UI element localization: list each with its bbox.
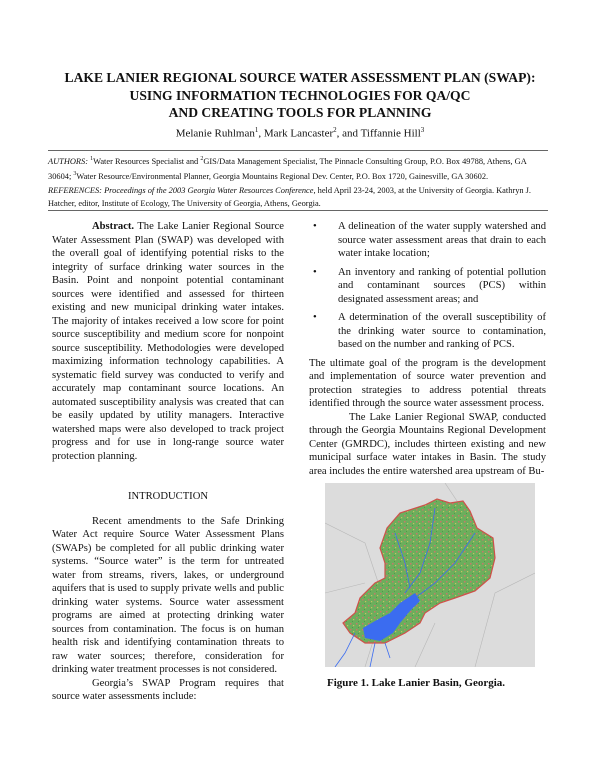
abstract: [52, 220, 284, 463]
authors-label: AUTHORS:: [48, 156, 89, 166]
author-sup: 1: [254, 126, 259, 134]
bullet-icon: •: [313, 266, 317, 278]
author-list: [0, 126, 600, 140]
author-sup: 2: [333, 126, 337, 134]
aff-sup: 3: [73, 171, 77, 178]
references-text: , held April 23-24, 2003, at the University of Georgia. Kathryn J. Hatcher, editor, Institute of Ecology, The University of Georgia, Athens, Georgia.: [48, 185, 532, 209]
bullet-icon: •: [313, 312, 317, 323]
body-paragraph: The Lake Lanier Regional SWAP, conducted through the Georgia Mountains Regional Development Center (GMRDC), includes thirteen existing and new municipal surface water intakes in Basin. The study area includes the entire watershed area upstream of Bu-: [309, 411, 546, 477]
aff-text: Water Resource/Environmental Planner, Georgia Mountains Regional Dev. Center, P.O. Box 1720, Gainesville, GA 30602.: [76, 172, 489, 182]
paper-title: [0, 69, 600, 122]
proceedings-title: Proceedings of the 2003 Georgia Water Resources Conference: [104, 185, 314, 195]
references-label: REFERENCES:: [48, 185, 102, 195]
author-name: Melanie Ruhlman: [175, 127, 255, 140]
aff-sup: 1: [90, 156, 94, 162]
title-line-2: USING INFORMATION TECHNOLOGIES FOR QA/QC: [129, 87, 471, 103]
right-column: [309, 220, 546, 478]
bottom-rule: [48, 210, 548, 211]
list-item: [309, 266, 546, 307]
title-line-3: AND CREATING TOOLS FOR PLANNING: [168, 105, 432, 120]
author-affiliations: [48, 153, 550, 211]
abstract-text: The Lake Lanier Regional Source Water Assessment Plan (SWAP) was developed with the overall goal of identifying potential risks to the integrity of surface drinking water sources in the Basin. Point and nonpoint potential contaminant sources were identified and assessed for thirteen existing and new municipal drinking water intakes. The majority of intakes received a low score for point source susceptibility and medium score for nonpoint source susceptibility. Methodologies were developed maximizing information technology capabilities. A systematic field survey was conducted to verify and accurately map contaminant source locations. An automated susceptibility analysis was created that can be easily updated by utility managers. Interactive watershed maps were also developed to track project progress and for use in long-range source water protection planning.: [52, 221, 284, 462]
body-paragraph: The ultimate goal of the program is the development and implementation of source water prevention and protection strategies to address potential threats identified through the source water assessment process.: [309, 357, 546, 409]
section-heading-introduction: INTRODUCTION: [127, 491, 209, 502]
left-column: [52, 220, 284, 704]
abstract-heading: Abstract.: [92, 221, 135, 232]
list-item-text: A determination of the overall susceptibility of the drinking water source to contamination, based on the number and ranking of PCS.: [338, 312, 546, 350]
title-line-1: LAKE LANIER REGIONAL SOURCE WATER ASSESSMENT PLAN (SWAP):: [64, 70, 536, 85]
intro-paragraph: Recent amendments to the Safe Drinking Water Act require Source Water Assessment Plans (SWAPs) be completed for all public drinking water systems. “Source water” is the term for untreated water from streams, rivers, lakes, or underground aquifers that is used to supply private wells and public drinking water systems. Source water assessment programs are aimed at protecting drinking water sources from contamination. The focus is on human health risk and identifying contamination threats to raw water sources; therefore, consideration for drinking water treatment processes is not considered.: [52, 515, 284, 675]
author-name: , Mark Lancaster: [258, 127, 334, 140]
bullet-icon: •: [313, 221, 317, 232]
list-item-text: A delineation of the water supply watershed and source water assessment areas that drain to each water intake location;: [338, 221, 546, 259]
aff-sup: 2: [200, 156, 204, 162]
author-sup: 3: [420, 126, 425, 134]
author-name: , and Tiffannie Hill: [336, 127, 421, 140]
intro-paragraph: Georgia’s SWAP Program requires that source water assessments include:: [52, 677, 284, 702]
list-item: [309, 220, 546, 261]
lake-lanier-basin-map: [325, 483, 535, 667]
list-item-text: An inventory and ranking of potential pollution and contaminant sources (PCS) within designated assessment areas; and: [338, 266, 546, 305]
aff-text: GIS/Data Management Specialist, The Pinnacle Consulting Group, P.O. Box 49788, Athens, GA 30604;: [48, 156, 527, 182]
top-rule: [48, 150, 548, 151]
aff-text: Water Resources Specialist and: [93, 156, 201, 166]
list-item: [309, 311, 546, 352]
requirements-list: [309, 220, 546, 352]
figure-caption: Figure 1. Lake Lanier Basin, Georgia.: [326, 677, 506, 689]
